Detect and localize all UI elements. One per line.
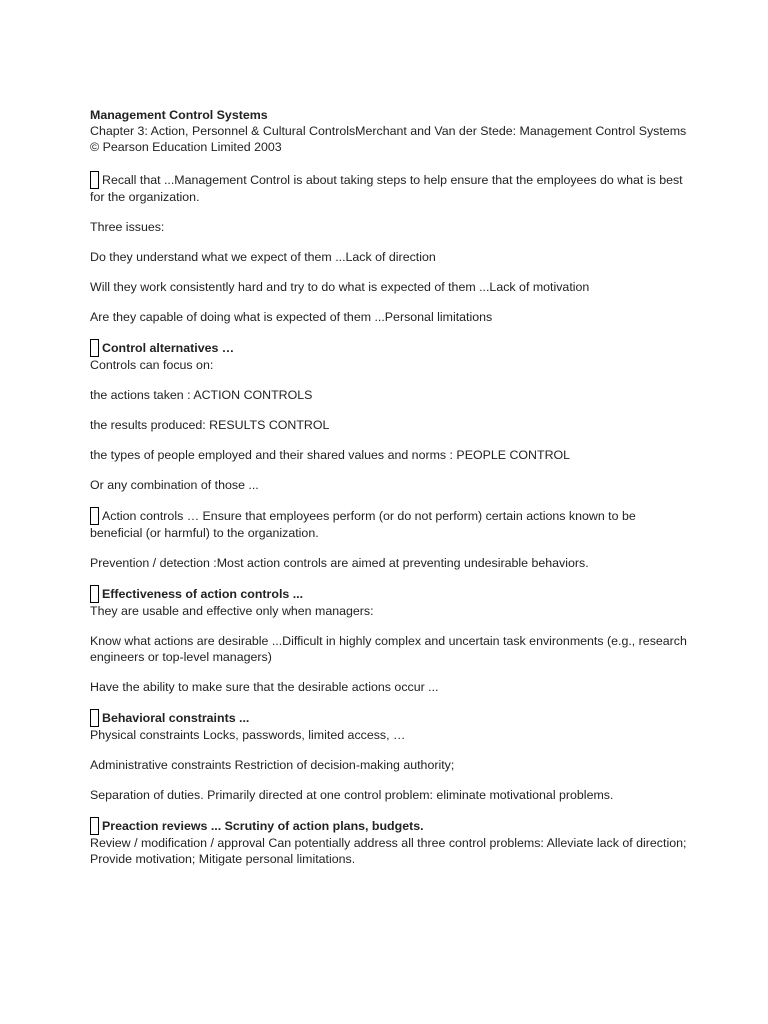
box-icon bbox=[90, 507, 99, 525]
ability-ensure: Have the ability to make sure that the desirable actions occur ... bbox=[90, 680, 439, 694]
issue-direction: Do they understand what we expect of them ...Lack of direction bbox=[90, 250, 436, 264]
document-title: Management Control Systems bbox=[90, 108, 268, 122]
combination-line: Or any combination of those ... bbox=[90, 478, 259, 492]
box-icon bbox=[90, 171, 99, 189]
physical-constraints: Physical constraints Locks, passwords, limited access, … bbox=[90, 728, 406, 742]
document-subtitle: Chapter 3: Action, Personnel & Cultural ControlsMerchant and Van der Stede: Management Control Systems © Pearson Education Limited 2003 bbox=[90, 124, 687, 154]
separation-duties: Separation of duties. Primarily directed at one control problem: eliminate motivational problems. bbox=[90, 788, 614, 802]
control-alternatives-heading: Control alternatives … bbox=[90, 339, 690, 357]
box-icon bbox=[90, 339, 99, 357]
know-actions: Know what actions are desirable ...Difficult in highly complex and uncertain task environments (e.g., research engineers or top-level managers) bbox=[90, 634, 687, 664]
behavioral-constraints-heading: Behavioral constraints ... bbox=[90, 709, 690, 727]
prevention-detection: Prevention / detection :Most action controls are aimed at preventing undesirable behaviors. bbox=[90, 556, 589, 570]
issue-motivation: Will they work consistently hard and try to do what is expected of them ...Lack of motivation bbox=[90, 280, 590, 294]
effectiveness-heading: Effectiveness of action controls ... bbox=[90, 585, 690, 603]
people-control-line: the types of people employed and their shared values and norms : PEOPLE CONTROL bbox=[90, 448, 571, 462]
document-page bbox=[90, 107, 690, 881]
box-icon bbox=[90, 817, 99, 835]
administrative-constraints: Administrative constraints Restriction of decision-making authority; bbox=[90, 758, 455, 772]
usable-effective: They are usable and effective only when managers: bbox=[90, 604, 374, 618]
box-icon bbox=[90, 585, 99, 603]
three-issues: Three issues: bbox=[90, 220, 165, 234]
preaction-reviews-heading: Preaction reviews ... Scrutiny of action plans, budgets. bbox=[90, 817, 690, 835]
action-controls-line: the actions taken : ACTION CONTROLS bbox=[90, 388, 313, 402]
issue-limitations: Are they capable of doing what is expected of them ...Personal limitations bbox=[90, 310, 493, 324]
results-control-line: the results produced: RESULTS CONTROL bbox=[90, 418, 330, 432]
review-modification: Review / modification / approval Can potentially address all three control problems: Alleviate lack of direction; Provide motivation; Mitigate personal limitations. bbox=[90, 836, 687, 866]
recall-paragraph bbox=[90, 171, 690, 205]
controls-focus: Controls can focus on: bbox=[90, 358, 214, 372]
action-controls-paragraph: Action controls … Ensure that employees perform (or do not perform) certain actions known to be beneficial (or harmful) to the organization. bbox=[90, 509, 636, 540]
recall-text: Recall that ...Management Control is about taking steps to help ensure that the employees do what is best for the organization. bbox=[90, 173, 683, 204]
box-icon bbox=[90, 709, 99, 727]
